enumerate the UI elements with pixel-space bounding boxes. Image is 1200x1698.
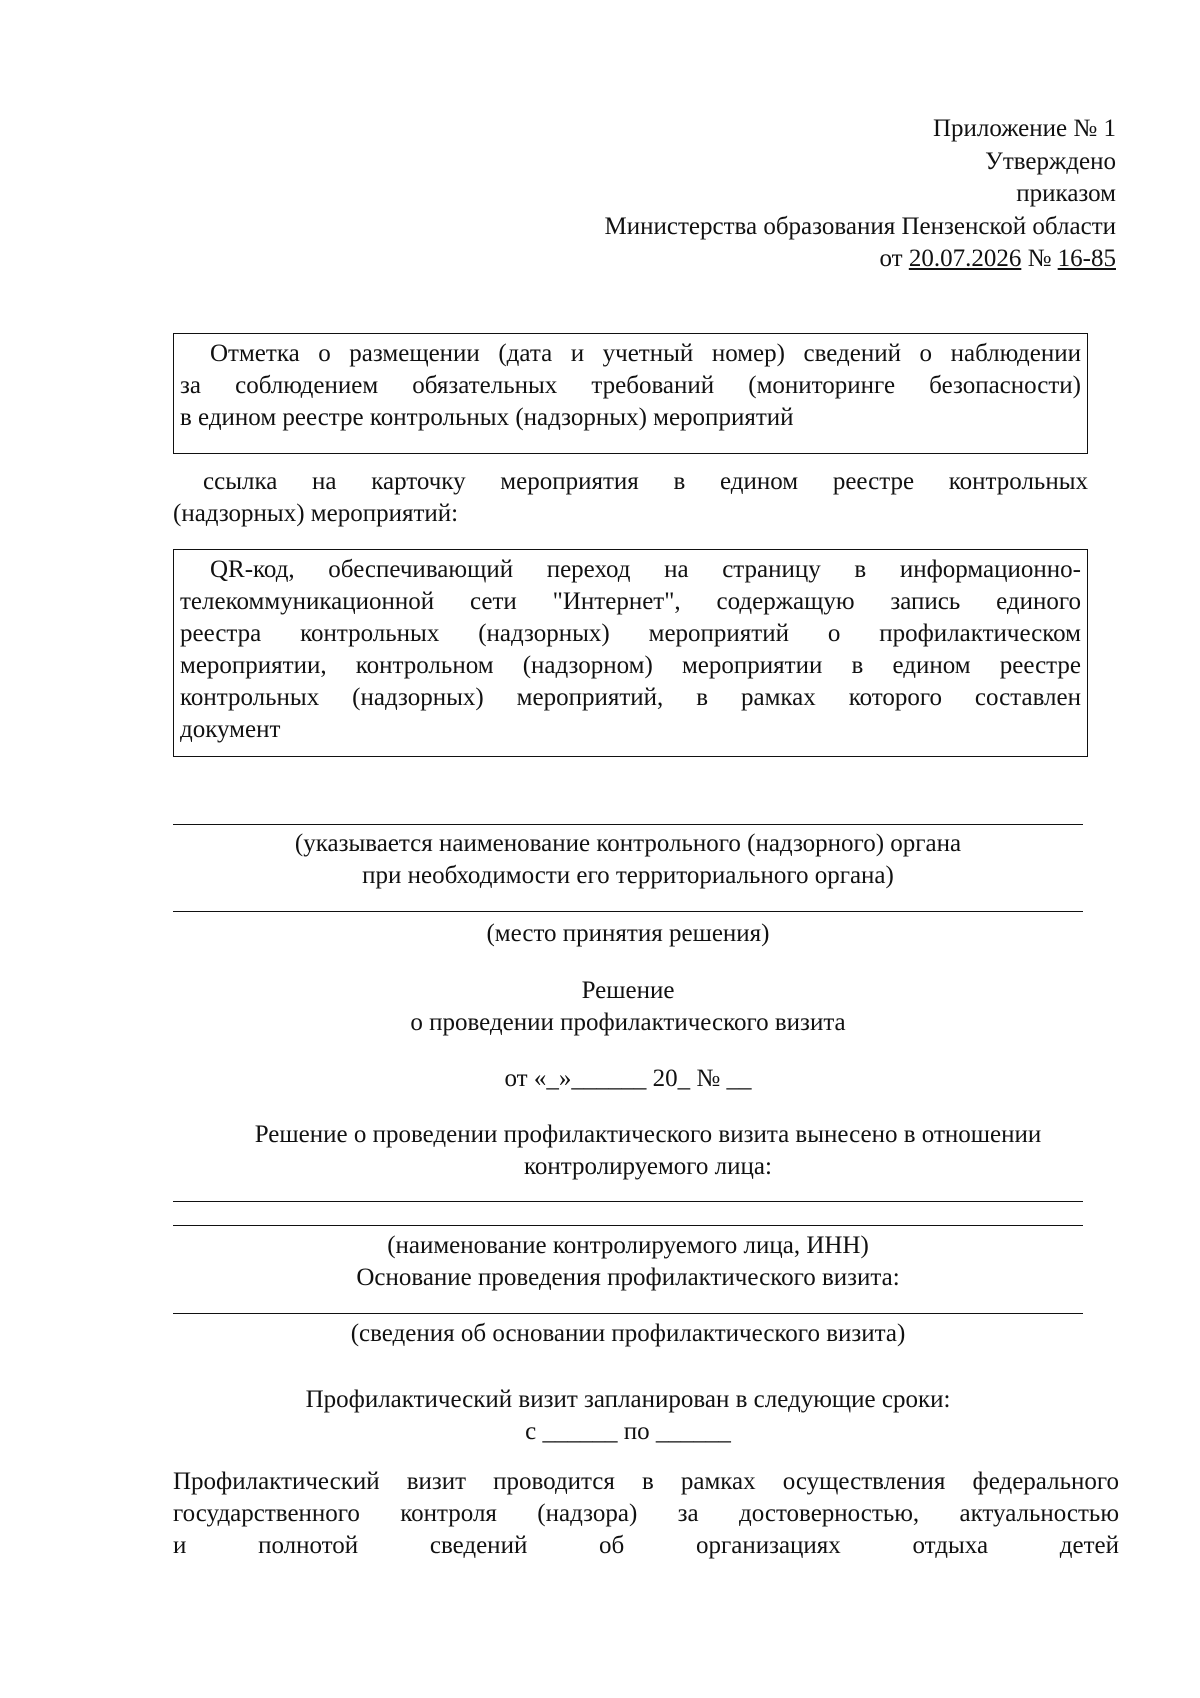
order-reference: от 20.07.2026 № 16-85 (879, 245, 1116, 272)
basis-line (173, 1313, 1083, 1314)
decision-place-line (173, 911, 1083, 912)
order-number: 16-85 (1057, 245, 1116, 272)
ministry-name: Министерства образования Пензенской области (604, 212, 1116, 240)
authority-caption: (указывается наименование контрольного (надзорного) органа при необходимости его территориального органа) (294, 830, 962, 889)
order-label: приказом (1016, 180, 1116, 207)
decision-date-number: от «_»______ 20_ № __ (504, 1065, 752, 1092)
decision-subject-text: Решение о проведении профилактического визита вынесено в отношении контролируемого лица: (254, 1121, 1042, 1180)
visit-basis-paragraph: Профилактический визит проводится в рамках осуществления федерального государственного контроля (надзора) за достоверностью, актуальностью и полнотой сведений об организациях отдыха детей (173, 1468, 1119, 1559)
controlled-person-caption: (наименование контролируемого лица, ИНН) Основание проведения профилактического визита: (173, 1230, 1083, 1294)
basis-label: Основание проведения профилактического визита: (356, 1264, 900, 1291)
appendix-label: Приложение № 1 (932, 115, 1116, 142)
order-date: 20.07.2026 (908, 245, 1022, 272)
schedule-dates: с ______ по ______ (525, 1418, 731, 1445)
qr-code-box: QR-код, обеспечивающий переход на страницу в информационно- телекоммуникационной сети "Интернет", содержащую запись единого реестра контрольных (надзорных) мероприятий о профилактическом мероприятии, контрольном (надзорном) мероприятии в едином реестре контрольных (надзорных) мероприятий, в рамках которого составлен документ (173, 549, 1088, 757)
document-title (173, 975, 1083, 1039)
title-subject: о проведении профилактического визита (410, 1009, 846, 1036)
title-decision: Решение (581, 977, 675, 1004)
approval-header (605, 113, 1117, 276)
place-caption: (место принятия решения) (486, 920, 770, 947)
approved-label: Утверждено (985, 147, 1116, 175)
controlled-person-line-2 (173, 1225, 1083, 1226)
authority-name-line (173, 824, 1083, 825)
registry-mark-box: Отметка о размещении (дата и учетный номер) сведений о наблюдении за соблюдением обязательных требований (мониторинге безопасности) в едином реестре контрольных (надзорных) мероприятий (173, 333, 1088, 454)
registry-link-text: ссылка на карточку мероприятия в едином реестре контрольных (надзорных) мероприятий: (173, 468, 1088, 527)
basis-caption: (сведения об основании профилактического визита) (350, 1320, 906, 1347)
visit-schedule: Профилактический визит запланирован в следующие сроки: с ______ по ______ (173, 1384, 1083, 1448)
controlled-person-line-1 (173, 1201, 1083, 1202)
